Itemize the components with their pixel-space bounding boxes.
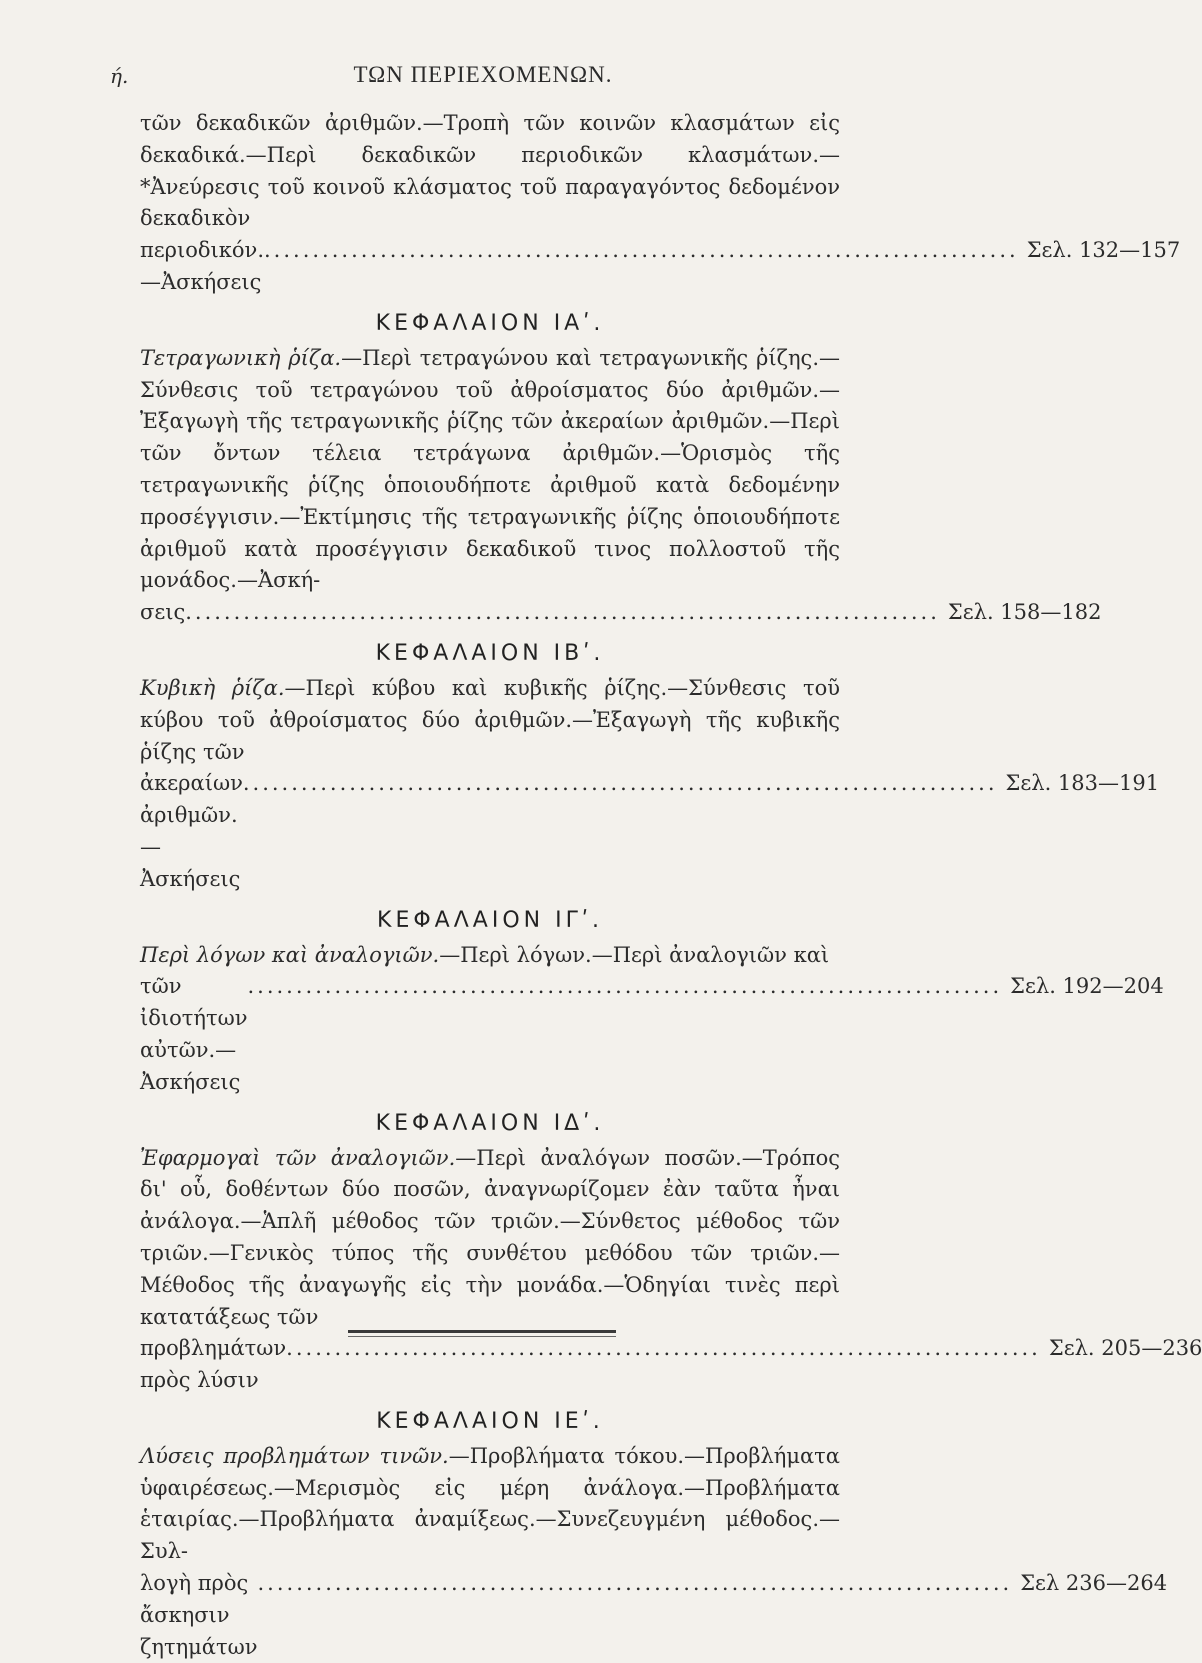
chapter-summary	[140, 1441, 840, 1568]
chapter-last-line: ἀκεραίων ἀριθμῶν.—Ἀσκήσεις	[140, 771, 243, 891]
intro-pages: Σελ. 132—157	[1026, 238, 1181, 263]
dot-leader: ..............................................................................	[247, 974, 1003, 999]
table-of-contents	[140, 108, 1202, 1663]
chapter-heading: ΚΕΦΑΛΑΙΟΝ ΙΒʹ.	[375, 640, 605, 666]
chapter-text: —Περὶ κύβου καὶ κυβικῆς ῥίζης.—Σύνθεσις τοῦ κύβου τοῦ ἀθροίσματος δύο ἀριθμῶν.—Ἐξαγωγὴ τῆς κυβικῆς ῥίζης τῶν	[140, 675, 840, 764]
intro-text: τῶν δεκαδικῶν ἀριθμῶν.—Τροπὴ τῶν κοινῶν κλασμάτων εἰς δεκαδικά.—Περὶ δεκαδικῶν περιοδικῶν κλασμάτων.—*Ἀνεύρεσις τοῦ κοινοῦ κλάσματος τοῦ παραγαγόντος δεδομένον δεκαδικὸν	[140, 111, 840, 231]
chapter-11	[140, 309, 1102, 629]
intro-leader-line	[140, 235, 1181, 299]
dot-leader: ..............................................................................	[185, 600, 940, 625]
chapter-leader-line	[140, 1568, 1168, 1663]
intro-last-line: περιοδικόν.—Ἀσκήσεις	[140, 238, 264, 294]
chapter-summary	[140, 940, 840, 972]
chapter-summary	[140, 1143, 840, 1334]
chapter-text: —Προβλήματα τόκου.—Προβλήματα ὑφαιρέσεως.—Μερισμὸς εἰς μέρη ἀνάλογα.—Προβλήματα ἑταιρίας.—Προβλήματα ἀναμίξεως.—Συνεζευγμένη μέθοδος.—Συλ-	[140, 1443, 840, 1564]
chapter-12	[140, 639, 1160, 896]
chapter-pages: Σελ. 183—191	[1005, 771, 1160, 796]
chapter-lead: Τετραγωνικὴ ῥίζα.	[140, 345, 342, 370]
chapter-last-line: τῶν ἰδιοτήτων αὐτῶν.—Ἀσκήσεις	[140, 974, 248, 1094]
chapter-lead: Ἐφαρμογαὶ τῶν ἀναλογιῶν.	[140, 1145, 456, 1170]
chapter-pages: Σελ 236—264	[1020, 1571, 1168, 1596]
chapter-last-line: προβλημάτων πρὸς λύσιν	[140, 1336, 287, 1393]
chapter-pages: Σελ. 205—236	[1048, 1336, 1202, 1361]
chapter-pages: Σελ. 192—204	[1010, 974, 1164, 999]
chapter-leader-line	[140, 768, 1160, 895]
chapter-13	[140, 906, 1164, 1099]
chapter-text: —Περὶ λόγων.—Περὶ ἀναλογιῶν καὶ	[439, 942, 830, 967]
chapter-text: —Περὶ τετραγώνου καὶ τετραγωνικῆς ῥίζης.—Σύνθεσις τοῦ τετραγώνου τοῦ ἀθροίσματος δύο ἀριθμῶν.—Ἐξαγωγὴ τῆς τετραγωνικῆς ῥίζης τῶν ἀκεραίων ἀριθμῶν.—Περὶ τῶν ὄντων τέλεια τετράγωνα ἀριθμῶν.—Ὁρισμὸς τῆς τετραγωνικῆς ῥίζης ὁποιουδήποτε ἀριθμοῦ κατὰ δεδομένην προσέγγισιν.—Ἐκτίμησις τῆς τετραγωνικῆς ῥίζης ὁποιουδήποτε ἀριθμοῦ κατὰ προσέγγισιν δεκαδικοῦ τινος πολλοστοῦ τῆς μονάδος.—Ἀσκή-	[140, 345, 840, 593]
page-number: ή.	[110, 64, 129, 88]
chapter-leader-line	[140, 597, 1102, 629]
chapter-15	[140, 1407, 1168, 1663]
chapter-last-line: σεις	[140, 600, 186, 625]
chapter-summary	[140, 673, 840, 768]
chapter-lead: Περὶ λόγων καὶ ἀναλογιῶν.	[140, 942, 440, 967]
dot-leader: ..............................................................................	[257, 1571, 1013, 1596]
chapter-heading: ΚΕΦΑΛΑΙΟΝ ΙΕʹ.	[376, 1408, 604, 1434]
chapter-lead: Κυβικὴ ῥίζα.	[140, 675, 285, 700]
chapter-last-line: λογὴ πρὸς ἄσκησιν ζητημάτων	[140, 1571, 258, 1659]
chapter-heading: ΚΕΦΑΛΑΙΟΝ ΙΑʹ.	[375, 310, 605, 336]
closing-rule	[348, 1330, 616, 1333]
chapter-leader-line	[140, 1333, 1202, 1397]
running-title: ΤΩΝ ΠΕΡΙΕΧΟΜΕΝΩΝ.	[353, 62, 613, 87]
dot-leader: ..............................................................................	[242, 771, 998, 796]
dot-leader: ..............................................................................	[286, 1336, 1041, 1361]
dot-leader: ..............................................................................	[264, 238, 1019, 263]
closing-rule-thin	[348, 1336, 616, 1337]
chapter-text: —Περὶ ἀναλόγων ποσῶν.—Τρόπος δι' οὗ, δοθέντων δύο ποσῶν, ἀναγνωρίζομεν ἐὰν ταῦτα ἦναι ἀνάλογα.—Ἁπλῆ μέθοδος τῶν τριῶν.—Σύνθετος μέθοδος τῶν τριῶν.—Γενικὸς τύπος τῆς συνθέτου μεθόδου τῶν τριῶν.—Μέθοδος τῆς ἀναγωγῆς εἰς τὴν μονάδα.—Ὁδηγίαι τινὲς περὶ κατατάξεως τῶν	[140, 1145, 840, 1329]
page-header	[110, 56, 856, 96]
chapter-leader-line	[140, 971, 1164, 1098]
chapter-14	[140, 1109, 1202, 1397]
chapter-heading: ΚΕΦΑΛΑΙΟΝ ΙΓʹ.	[377, 907, 603, 933]
chapter-pages: Σελ. 158—182	[947, 600, 1102, 625]
chapter-summary	[140, 343, 840, 597]
chapter-heading: ΚΕΦΑΛΑΙΟΝ ΙΔʹ.	[375, 1110, 605, 1136]
chapter-lead: Λύσεις προβλημάτων τινῶν.	[140, 1443, 449, 1468]
